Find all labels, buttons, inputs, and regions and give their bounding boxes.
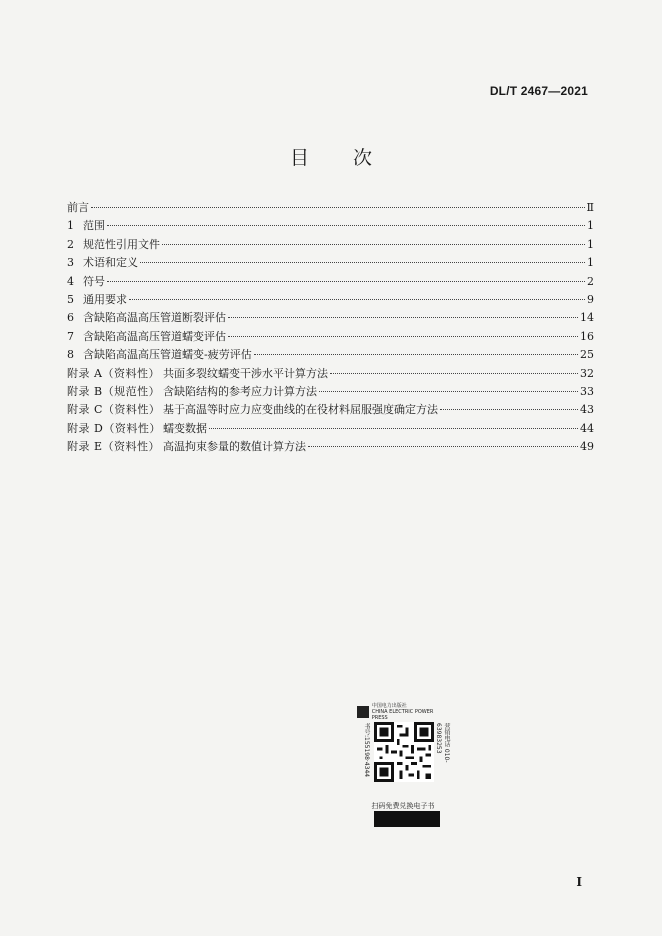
appendix-page: 33 [580, 384, 594, 398]
appendix-label: 附录 A（资料性） [67, 366, 160, 380]
isbn-text: 书号:155198·4344 [363, 723, 370, 778]
toc-entry[interactable] [67, 291, 594, 309]
appendix-page: 44 [580, 421, 594, 435]
toc-entry[interactable] [67, 346, 594, 364]
toc-entry-page: 16 [580, 329, 594, 343]
toc-entry-page: 1 [587, 256, 594, 270]
dot-leader [107, 281, 585, 282]
dot-leader [440, 409, 578, 410]
toc-entry-title: 规范性引用文件 [83, 237, 160, 251]
toc-entry[interactable] [67, 309, 594, 327]
qr-code-icon[interactable] [374, 722, 434, 782]
toc-entry-number: 1 [67, 219, 74, 233]
appendix-title: 基于高温等时应力应变曲线的在役材料屈服强度确定方法 [163, 403, 438, 417]
publisher-logo [357, 705, 449, 719]
toc-entry-page: 2 [587, 274, 594, 288]
toc-entry-number: 3 [67, 256, 74, 270]
toc-entry-page: 25 [580, 348, 594, 362]
table-of-contents [67, 199, 594, 456]
toc-entry-page: 9 [587, 292, 594, 306]
toc-appendix[interactable] [67, 365, 594, 383]
qr-caption: 扫码免费兑换电子书 [371, 802, 435, 810]
appendix-page: 49 [580, 440, 594, 454]
dot-leader [319, 391, 578, 392]
toc-entry-number: 6 [67, 311, 74, 325]
toc-entry-title: 含缺陷高温高压管道断裂评估 [83, 311, 226, 325]
dot-leader [308, 446, 578, 447]
page-number: I [576, 875, 582, 889]
toc-entry-number: 8 [67, 348, 74, 362]
toc-title: 目次 [289, 147, 416, 169]
toc-entry[interactable] [67, 217, 594, 235]
toc-entry[interactable] [67, 273, 594, 291]
toc-entry-page: 1 [587, 219, 594, 233]
toc-entry-number: 4 [67, 274, 74, 288]
dot-leader [254, 354, 578, 355]
dot-leader [91, 207, 585, 208]
toc-entry-page: 1 [587, 237, 594, 251]
toc-appendix[interactable] [67, 438, 594, 456]
dot-leader [162, 244, 585, 245]
appendix-page: 43 [580, 403, 594, 417]
toc-entry-number: 2 [67, 237, 74, 251]
toc-entry[interactable] [67, 254, 594, 272]
toc-entry[interactable] [67, 236, 594, 254]
appendix-page: 32 [580, 366, 594, 380]
appendix-title: 共面多裂纹蠕变干涉水平计算方法 [163, 366, 328, 380]
toc-entry-title: 含缺陷高温高压管道蠕变-疲劳评估 [83, 348, 252, 362]
appendix-label: 附录 B（规范性） [67, 384, 161, 398]
dot-leader [107, 225, 585, 226]
publisher-name-en: CHINA ELECTRIC POWER PRESS [371, 709, 434, 721]
appendix-title: 高温拘束参量的数值计算方法 [163, 440, 306, 454]
toc-entry-page: Ⅱ [586, 201, 594, 214]
appendix-label: 附录 C（资料性） [67, 403, 161, 417]
dot-leader [140, 262, 585, 263]
toc-entry[interactable] [67, 328, 594, 346]
toc-entry-title: 通用要求 [83, 292, 127, 306]
standard-number: DL/T 2467—2021 [489, 84, 588, 98]
toc-entry-title: 范围 [83, 219, 105, 233]
publisher-name-cn: 中国电力出版社 [371, 703, 407, 709]
toc-entry-title: 前言 [67, 201, 89, 214]
toc-entry-page: 14 [580, 311, 594, 325]
appendix-title: 含缺陷结构的参考应力计算方法 [163, 384, 317, 398]
toc-appendix[interactable] [67, 401, 594, 419]
appendix-label: 附录 E（资料性） [67, 440, 161, 454]
appendix-title: 蠕变数据 [163, 421, 207, 435]
dot-leader [209, 428, 578, 429]
toc-entry-title: 符号 [83, 274, 105, 288]
appendix-label: 附录 D（资料性） [67, 421, 161, 435]
dot-leader [129, 299, 585, 300]
toc-entry-number: 5 [67, 292, 74, 306]
dot-leader [228, 317, 578, 318]
sales-phone-text: 营销电话 010-63983253 [435, 723, 450, 763]
toc-entry-title: 含缺陷高温高压管道蠕变评估 [83, 329, 226, 343]
toc-entry-number: 7 [67, 329, 74, 343]
redacted-code [374, 811, 440, 827]
publisher-logo-icon [357, 706, 369, 718]
toc-appendix[interactable] [67, 420, 594, 438]
dot-leader [228, 336, 578, 337]
toc-entry-title: 术语和定义 [83, 256, 138, 270]
toc-entry[interactable] [67, 199, 594, 217]
toc-appendix[interactable] [67, 383, 594, 401]
qr-code-panel [357, 705, 449, 830]
dot-leader [330, 373, 578, 374]
